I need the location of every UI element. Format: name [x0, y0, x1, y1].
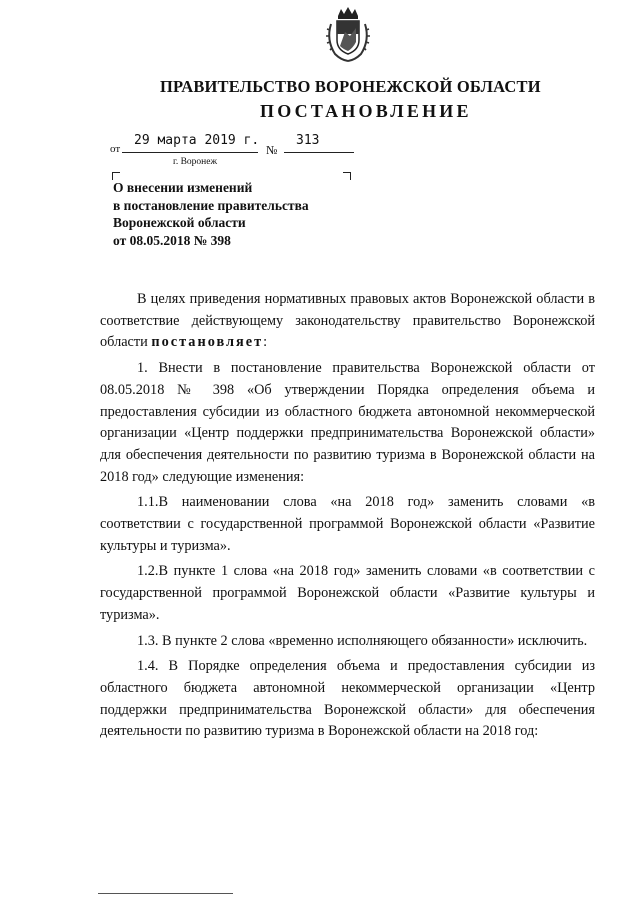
date-underline	[122, 152, 258, 153]
document-type-title: ПОСТАНОВЛЕНИЕ	[260, 101, 472, 121]
intro-emphasis: постановляет	[151, 334, 264, 351]
intro-text: В целях приведения нормативных правовых актов Воронежской области в соответствие действующему законодательству правительство Воронежской области	[100, 291, 595, 351]
footer-rule	[98, 893, 233, 894]
paragraph-1-1: 1.1.В наименовании слова «на 2018 год» заменить словами «в соответствии с государственной программой Воронежской области «Развитие культуры и туризма».	[100, 494, 595, 554]
subject-line: О внесении изменений	[113, 180, 253, 195]
paragraph-1-3: 1.3. В пункте 2 слова «временно исполняющего обязанности» исключить.	[137, 632, 588, 649]
document-subject	[113, 179, 373, 249]
government-title: ПРАВИТЕЛЬСТВО ВОРОНЕЖСКОЙ ОБЛАСТИ	[160, 77, 541, 96]
subject-line: от 08.05.2018 № 398	[113, 232, 231, 248]
document-body	[100, 289, 595, 743]
document-date: 29 марта 2019 г.	[134, 133, 260, 148]
voronezh-coat-of-arms-icon	[323, 6, 373, 64]
number-underline	[284, 152, 354, 153]
subject-line: в постановление правительства	[113, 197, 309, 213]
document-number: 313	[296, 133, 320, 148]
paragraph-1-2: 1.2.В пункте 1 слова «на 2018 год» заменить словами «в соответствии с государственной программой Воронежской области «Развитие культуры и туризма».	[100, 563, 595, 623]
subject-line: Воронежской области	[113, 215, 246, 230]
document-city: г. Воронеж	[173, 157, 218, 167]
intro-colon: :	[263, 334, 268, 351]
date-prefix: от	[110, 143, 121, 155]
intro-paragraph	[100, 289, 595, 354]
paragraph-1-4: 1.4. В Порядке определения объема и предоставления субсидии из областного бюджета автономной некоммерческой организации «Центр поддержки предпринимательства Воронежской области» для обеспечения деятельности по развитию туризма в Воронежской области на 2018 год:	[100, 658, 595, 740]
paragraph-1: 1. Внести в постановление правительства Воронежской области от 08.05.2018 № 398 «Об утверждении Порядка определения объема и предоставления субсидии из областного бюджета автономной некоммерческой организации «Центр поддержки предпринимательства Воронежской области» для обеспечения деятельности по развитию туризма в Воронежской области на 2018 год» следующие изменения:	[100, 360, 595, 485]
number-sign: №	[266, 143, 278, 157]
